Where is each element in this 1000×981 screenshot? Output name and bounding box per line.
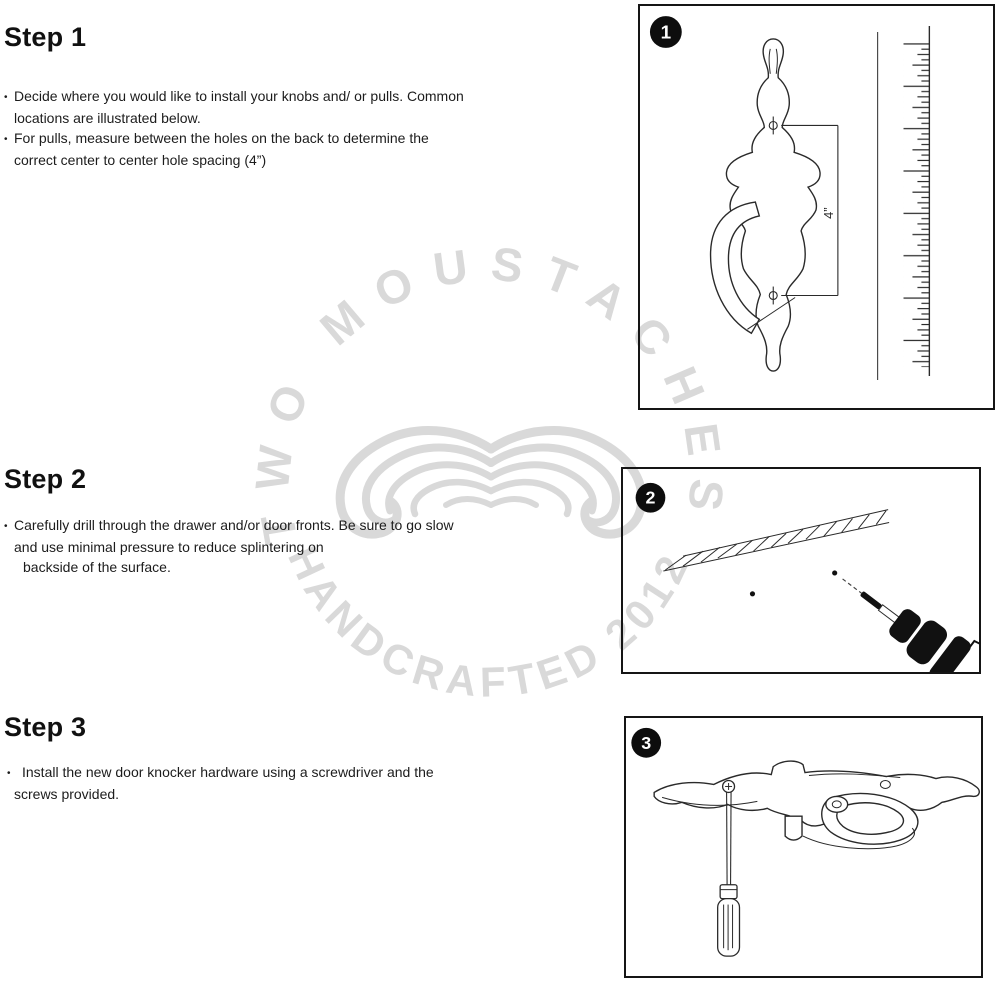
screwdriver-handle — [718, 899, 740, 957]
step-section-1 — [4, 22, 609, 170]
watermark-arc-bottom-text: HANDCRAFTED 2012 — [279, 539, 699, 706]
step-3-title: Step 3 — [4, 712, 87, 742]
badge-number: 1 — [660, 22, 672, 44]
figure-box-1 — [638, 4, 995, 410]
step-section-3 — [4, 712, 609, 804]
screwdriver-ferrule — [720, 885, 737, 899]
dimension-label: 4” — [820, 207, 836, 219]
step-3-text-line: • Install the new door knocker hardware using a screwdriver and the — [4, 762, 609, 784]
step-1-text-line: • For pulls, measure between the holes on the back to determine the — [4, 128, 609, 150]
ruler-illustration — [878, 26, 930, 380]
measuring-strip — [663, 510, 889, 571]
bullet-icon: • — [4, 134, 8, 145]
drill-illustration — [816, 547, 979, 672]
step-1-text-line: correct center to center hole spacing (4”) — [14, 152, 267, 168]
door-knocker-front-illustration — [711, 39, 821, 371]
door-knocker-top-illustration — [654, 761, 979, 849]
step-section-2 — [4, 464, 609, 577]
step-1-text-line: • Decide where you would like to install your knobs and/ or pulls. Common — [4, 86, 609, 108]
figure-box-2 — [621, 467, 981, 674]
step-1-badge — [650, 16, 682, 48]
watermark-arc-top-text: TWO MOUSTACHES — [244, 236, 735, 548]
bullet-icon: • — [4, 521, 8, 532]
step-3-badge — [631, 728, 661, 758]
step-2-text-line: • Carefully drill through the drawer and/or door fronts. Be sure to go slow — [4, 515, 609, 537]
bullet-icon: • — [4, 92, 8, 103]
step-2-text-line: and use minimal pressure to reduce splintering on — [14, 539, 324, 555]
drill-bit-tip — [843, 579, 862, 593]
drill-hole-dot — [750, 591, 755, 596]
bullet-icon: • — [7, 768, 11, 779]
figure-1-illustration — [640, 6, 993, 408]
badge-number: 3 — [641, 732, 652, 753]
figure-box-3 — [624, 716, 983, 978]
step-2-badge — [636, 483, 666, 513]
figure-3-illustration — [626, 718, 981, 976]
drill-bit-flutes — [860, 591, 883, 610]
drill-hole-dot — [832, 570, 837, 575]
step-1-text-line: locations are illustrated below. — [14, 110, 201, 126]
figure-2-illustration — [623, 469, 979, 672]
step-2-title: Step 2 — [4, 464, 87, 494]
step-3-text-line: screws provided. — [14, 786, 120, 802]
step-1-title: Step 1 — [4, 22, 87, 52]
badge-number: 2 — [645, 487, 656, 508]
knocker-tab — [785, 816, 802, 840]
step-2-text-line: backside of the surface. — [23, 559, 171, 575]
